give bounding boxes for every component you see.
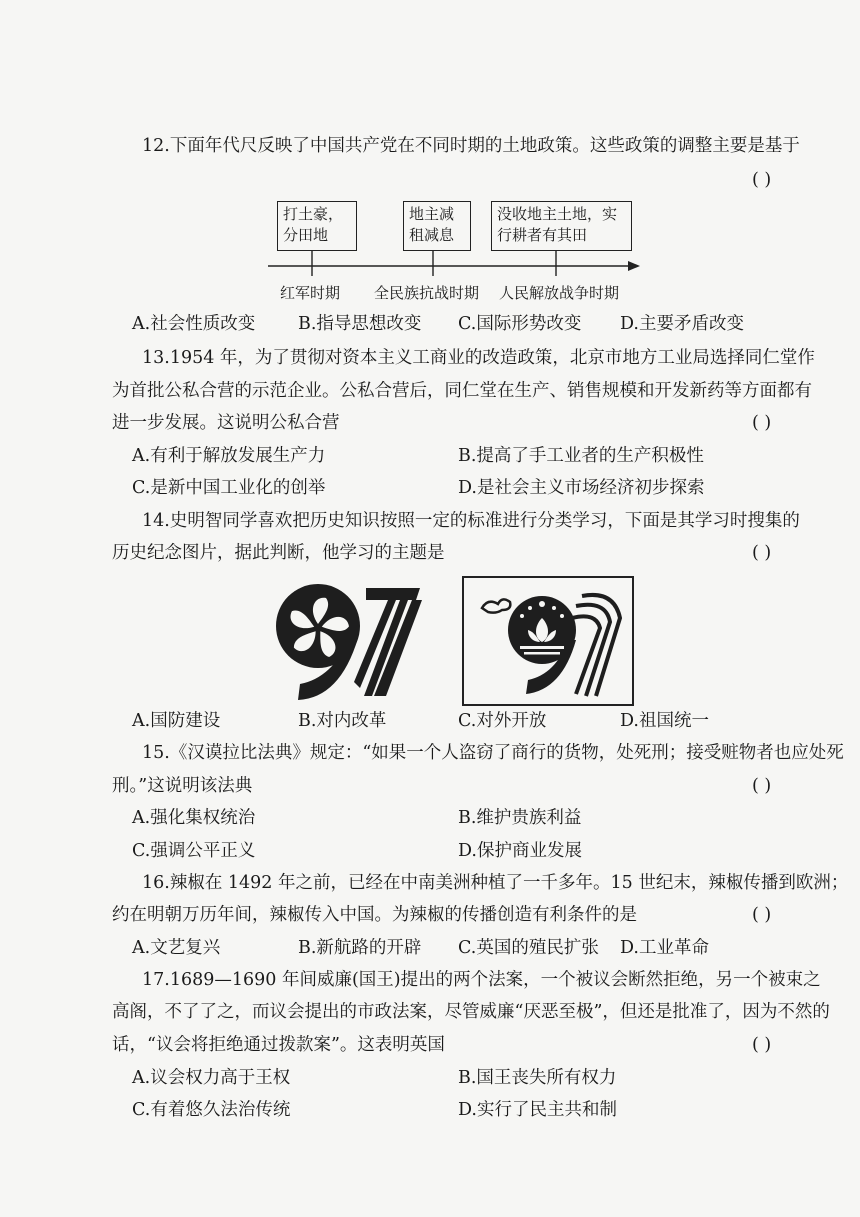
q12-option-a: A.社会性质改变 (132, 314, 256, 334)
q16-option-d: D.工业革命 (620, 938, 709, 958)
period-label: 全民族抗战时期 (374, 284, 480, 302)
q13-option-a: A.有利于解放发展生产力 (132, 446, 326, 466)
q17-option-c: C.有着悠久法治传统 (132, 1100, 291, 1120)
box-text: 打土豪， (283, 205, 344, 223)
q16-answer-paren: ( ) (752, 905, 772, 925)
q13-stem-line: 13.1954 年，为了贯彻对资本主义工商业的改造政策，北京市地方工业局选择同仁堂作 (142, 348, 815, 368)
period-label: 红军时期 (280, 284, 341, 302)
q15-option-c: C.强调公平正义 (132, 841, 256, 861)
q13-option-d: D.是社会主义市场经济初步探索 (458, 478, 705, 498)
q17-option-d: D.实行了民主共和制 (458, 1100, 617, 1120)
q16-option-b: B.新航路的开辟 (298, 938, 422, 958)
macau-99-emblem-frame (462, 576, 634, 706)
period-label: 人民解放战争时期 (499, 284, 620, 302)
q12-option-c: C.国际形势改变 (458, 314, 582, 334)
box-text: 地主减 (409, 205, 455, 223)
q17-stem-line: 话，“议会将拒绝通过拨款案”。这表明英国 (112, 1035, 445, 1055)
q17-stem-line: 高阁，不了了之，而议会提出的市政法案，尽管威廉“厌恶至极”，但还是批准了，因为不然的 (112, 1002, 830, 1022)
q14-option-a: A.国防建设 (132, 711, 221, 731)
q17-option-b: B.国王丧失所有权力 (458, 1068, 617, 1088)
timeline-axis (0, 0, 860, 300)
q13-stem-line: 进一步发展。这说明公私合营 (112, 413, 340, 433)
q13-option-c: C.是新中国工业化的创举 (132, 478, 326, 498)
q16-stem-line: 约在明朝万历年间，辣椒传入中国。为辣椒的传播创造有利条件的是 (112, 905, 637, 925)
q12-option-b: B.指导思想改变 (298, 314, 422, 334)
q15-stem-line: 刑。”这说明该法典 (112, 776, 253, 796)
box-text: 租减息 (409, 226, 455, 244)
q13-option-b: B.提高了手工业者的生产积极性 (458, 446, 704, 466)
q15-option-d: D.保护商业发展 (458, 841, 582, 861)
q15-stem-line: 15.《汉谟拉比法典》规定：“如果一个人盗窃了商行的货物，处死刑；接受赃物者也应处死 (142, 743, 844, 763)
q15-answer-paren: ( ) (752, 776, 772, 796)
q16-option-c: C.英国的殖民扩张 (458, 938, 599, 958)
q13-answer-paren: ( ) (752, 413, 772, 433)
q14-answer-paren: ( ) (752, 543, 772, 563)
q12-stem: 12.下面年代尺反映了中国共产党在不同时期的土地政策。这些政策的调整主要是基于 (142, 136, 800, 156)
q12-option-d: D.主要矛盾改变 (620, 314, 744, 334)
q15-option-b: B.维护贵族利益 (458, 808, 582, 828)
q14-option-b: B.对内改革 (298, 711, 387, 731)
q17-option-a: A.议会权力高于王权 (132, 1068, 291, 1088)
hong-kong-97-emblem-icon (270, 578, 430, 703)
q14-option-d: D.祖国统一 (620, 711, 709, 731)
q15-option-a: A.强化集权统治 (132, 808, 256, 828)
box-text: 行耕者有其田 (497, 226, 588, 244)
q16-option-a: A.文艺复兴 (132, 938, 221, 958)
q14-option-c: C.对外开放 (458, 711, 547, 731)
box-text: 没收地主土地，实 (497, 205, 618, 223)
q14-stem-line: 14.史明智同学喜欢把历史知识按照一定的标准进行分类学习，下面是其学习时搜集的 (142, 511, 800, 531)
q12-answer-paren: ( ) (752, 170, 772, 190)
q13-stem-line: 为首批公私合营的示范企业。公私合营后，同仁堂在生产、销售规模和开发新药等方面都有 (112, 381, 812, 401)
q17-stem-line: 17.1689—1690 年间威廉(国王)提出的两个法案，一个被议会断然拒绝，另一个被束之 (142, 970, 821, 990)
box-text: 分田地 (283, 226, 329, 244)
q16-stem-line: 16.辣椒在 1492 年之前，已经在中南美洲种植了一千多年。15 世纪末，辣椒传播到欧洲； (142, 873, 849, 893)
q14-stem-line: 历史纪念图片，据此判断，他学习的主题是 (112, 543, 445, 563)
macau-99-emblem-icon (464, 578, 632, 704)
q17-answer-paren: ( ) (752, 1035, 772, 1055)
